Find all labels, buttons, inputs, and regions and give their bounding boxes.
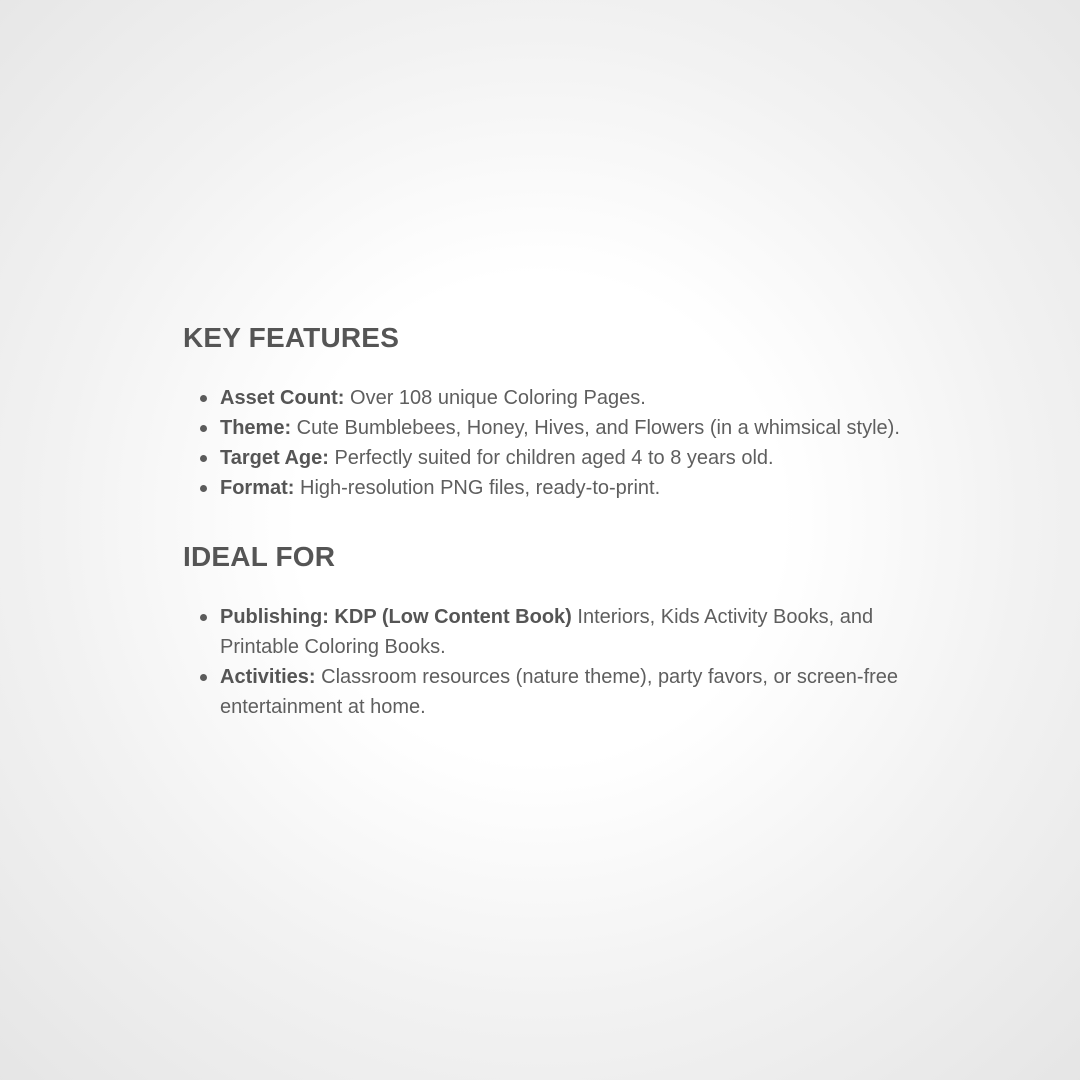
list-item-label: Theme: — [220, 417, 292, 439]
ideal-for-list — [183, 602, 903, 722]
ideal-for-heading: IDEAL FOR — [183, 541, 336, 572]
list-item-activities — [183, 662, 903, 722]
product-description — [183, 318, 903, 722]
key-features-list — [183, 383, 903, 503]
key-features-heading: KEY FEATURES — [183, 322, 400, 353]
list-item-label: Activities: — [220, 666, 316, 688]
list-item-label: Target Age: — [220, 447, 329, 469]
list-item-text: Perfectly suited for children aged 4 to 8 years old. — [328, 447, 774, 469]
list-item-format — [183, 473, 903, 503]
list-item-theme — [183, 413, 903, 443]
list-item-text: Classroom resources (nature theme), party favors, or screen-free entertainment at home. — [220, 666, 899, 718]
list-item-label: Publishing: KDP (Low Content Book) — [220, 606, 572, 628]
list-item-text: High-resolution PNG files, ready-to-print. — [294, 477, 661, 499]
list-item-label: Format: — [220, 477, 295, 499]
list-item-asset-count — [183, 383, 903, 413]
list-item-text: Cute Bumblebees, Honey, Hives, and Flowers (in a whimsical style). — [291, 417, 900, 439]
list-item-text: Interiors, Kids Activity Books, and Printable Coloring Books. — [220, 606, 874, 658]
list-item-text: Over 108 unique Coloring Pages. — [344, 387, 646, 409]
list-item-target-age — [183, 443, 903, 473]
list-item-publishing — [183, 602, 903, 662]
list-item-label: Asset Count: — [220, 387, 345, 409]
